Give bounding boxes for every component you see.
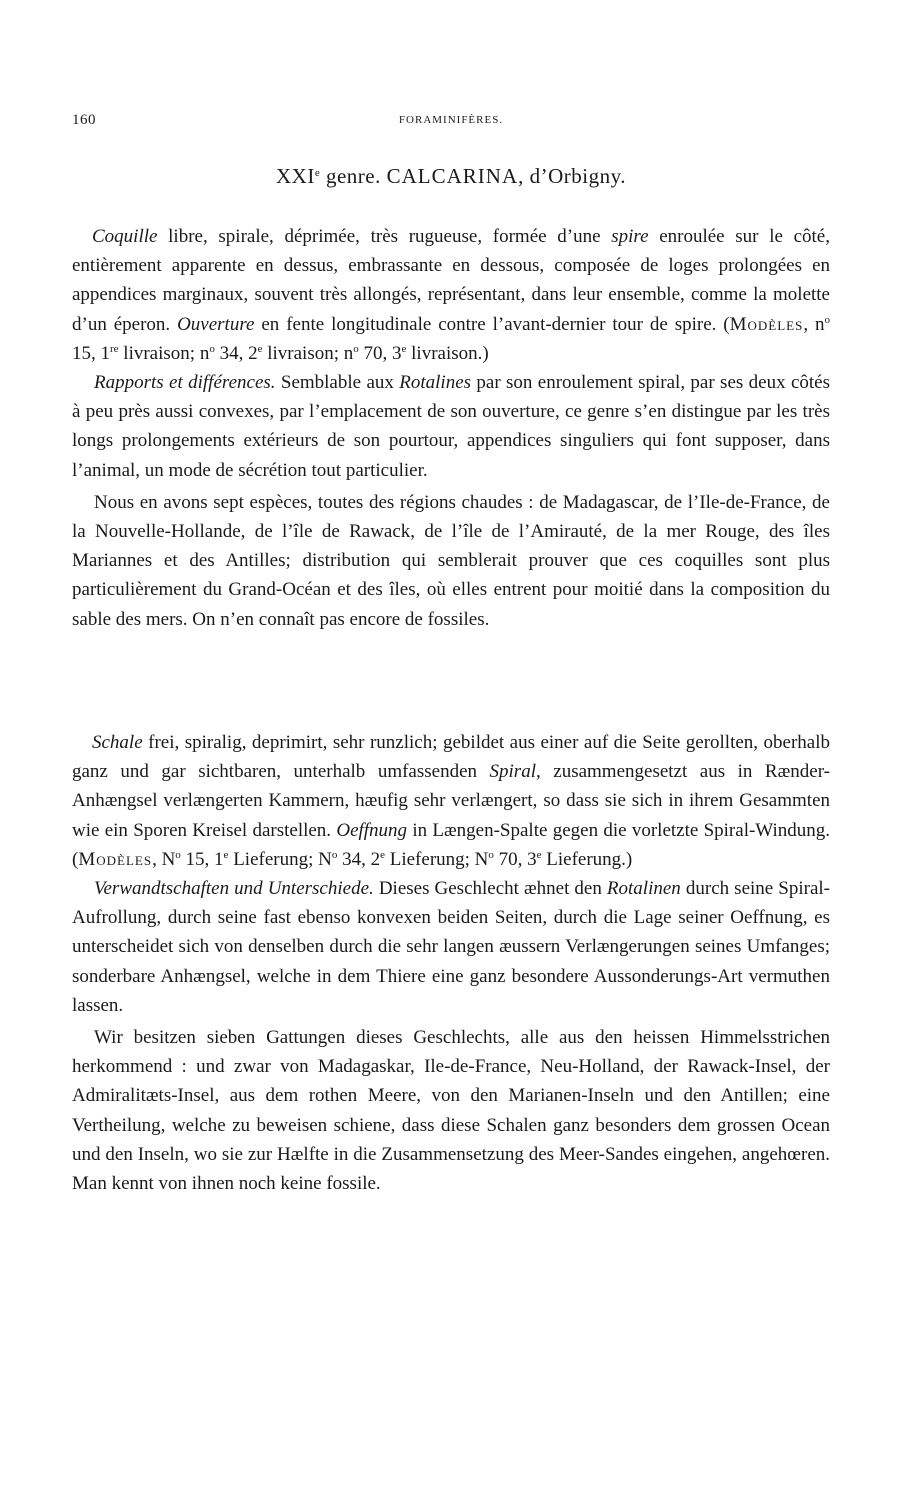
de-distribution-paragraph: Wir besitzen sieben Gattungen dieses Geschlechts, alle aus den heissen Himmelsstrichen herkommend : und zwar von Madagaskar, Ile-de-France, Neu-Holland, der Rawack-Insel, der Admiralitæts-Insel, aus dem rothen Meere, von den Marianen-Inseln und den Antillen; eine Vertheilung, welche zu beweisen schiene, dass diese Schalen ganz besonders dem grossen Ocean und den Inseln, wo sie zur Hælfte in die Zusammensetzung des Meer-Sandes eingehen, angehœren. Man kennt von ihnen noch keine fossile. bbox=[72, 1027, 830, 1195]
fr-text: 70, 3 bbox=[358, 342, 402, 364]
de-term-oeffnung: Oeffnung bbox=[336, 819, 408, 841]
fr-term-rotalines: Rotalines bbox=[399, 372, 472, 394]
fr-text: 34, 2 bbox=[214, 342, 258, 364]
fr-sup: re bbox=[110, 342, 119, 355]
de-sup: o bbox=[488, 848, 494, 861]
page-number: 160 bbox=[72, 112, 96, 128]
fr-text: livraison; n bbox=[262, 342, 354, 364]
de-term-rotalinen: Rotalinen bbox=[606, 878, 681, 900]
fr-distribution-paragraph: Nous en avons sept espèces, toutes des régions chaudes : de Madagascar, de l’Ile-de-France, de la Nouvelle-Hollande, de l’île de Rawack, de l’île de l’Amirauté, de la mer Rouge, des îles Mariannes et des Antilles; distribution qui semblerait prouver que ces coquilles sont plus particulièrement du Grand-Océan et des îles, où elles entrent pour moitié dans la composition du sable des mers. On n’en connaît pas encore de fossiles. bbox=[72, 491, 830, 630]
de-text: in Længen-Spalte gegen die vorletzte Spiral-Windung. ( bbox=[72, 819, 830, 870]
german-section bbox=[72, 728, 830, 1198]
de-text: , zusammengesetzt aus in Rænder-Anhængsel verlængerten Kammern, hæufig sehr verlængert, so dass sie sich in ihrem Gesammten wie ein Sporen Kreisel darstellen. bbox=[72, 761, 830, 841]
genus-label: genre. bbox=[320, 164, 387, 188]
fr-relations-heading: Rapports et différences. bbox=[94, 372, 276, 394]
de-sup: e bbox=[536, 848, 542, 861]
de-text: Lieferung; N bbox=[228, 848, 332, 870]
fr-sup: e bbox=[257, 342, 263, 355]
running-title: FORAMINIFÈRES. bbox=[398, 114, 504, 126]
fr-description-paragraph bbox=[72, 222, 830, 368]
genus-number-sup: e bbox=[314, 167, 321, 179]
de-sup: e bbox=[223, 848, 229, 861]
de-text: 34, 2 bbox=[337, 848, 381, 870]
fr-sup: o bbox=[209, 342, 215, 355]
de-sup: e bbox=[380, 848, 385, 861]
french-section bbox=[72, 222, 830, 634]
de-text: , N bbox=[152, 848, 176, 870]
fr-sup: o bbox=[353, 342, 359, 355]
fr-text: livraison.) bbox=[406, 342, 489, 364]
de-term-spiral: Spiral bbox=[489, 761, 536, 783]
fr-text: livraison; n bbox=[118, 342, 210, 364]
fr-text: , n bbox=[803, 313, 825, 335]
de-text: durch seine Spiral-Aufrollung, durch seine fast ebenso konvexen beiden Seiten, durch die Lage seiner Oeffnung, es unterscheidet sich von denselben durch die sehr langen æussern Verlængerungen seines Umfanges; sonderbare Anhængsel, welche in dem Thiere eine ganz besondere Aussonderungs-Art vermuthen lassen. bbox=[72, 878, 830, 1016]
fr-relations-paragraph bbox=[72, 368, 830, 485]
de-text: Lieferung; N bbox=[384, 848, 489, 870]
genus-heading bbox=[72, 164, 830, 189]
fr-text: 15, 1 bbox=[72, 342, 110, 364]
de-text: 15, 1 bbox=[180, 848, 224, 870]
de-sup: o bbox=[175, 848, 181, 861]
de-text: 70, 3 bbox=[493, 848, 537, 870]
fr-text: par son enroulement spiral, par ses deux côtés à peu près aussi convexes, par l’emplacement de son ouverture, ce genre s’en distingue par les très longs prolongements extérieurs de son pourtour, appendices singuliers qui font supposer, dans l’animal, un mode de sécrétion tout particulier. bbox=[72, 372, 830, 481]
running-head bbox=[72, 112, 830, 132]
de-relations-paragraph bbox=[72, 874, 830, 1020]
fr-sup: o bbox=[824, 313, 830, 326]
de-sup: o bbox=[331, 848, 338, 861]
de-text: Dieses Geschlecht æhnet den bbox=[373, 878, 607, 900]
de-models-label: Modèles bbox=[78, 848, 153, 870]
fr-sup: e bbox=[401, 342, 407, 355]
genus-number: XXI bbox=[276, 164, 315, 188]
fr-term-ouverture: Ouverture bbox=[177, 313, 255, 335]
de-description-paragraph bbox=[72, 728, 830, 874]
fr-text: en fente longitudinale contre l’avant-dernier tour de spire. ( bbox=[254, 313, 730, 335]
fr-term-coquille: Coquille bbox=[92, 226, 158, 247]
de-relations-heading: Verwandtschaften und Unterschiede. bbox=[94, 878, 374, 900]
fr-text: enroulée sur le côté, entièrement apparente en dessus, embrassante en dessous, composée de loges prolongées en appendices marginaux, souvent très allongés, représentant, dans leur ensemble, comme la molette d’un éperon. bbox=[72, 226, 830, 335]
de-term-schale: Schale bbox=[92, 732, 143, 753]
fr-text: Semblable aux bbox=[275, 372, 400, 394]
fr-models-label: Modèles bbox=[729, 313, 804, 335]
fr-term-spire: spire bbox=[611, 226, 649, 247]
genus-author: , d’Orbigny. bbox=[518, 164, 626, 188]
genus-name: CALCARINA bbox=[386, 164, 519, 188]
de-text: Lieferung.) bbox=[541, 848, 633, 870]
fr-text: libre, spirale, déprimée, très rugueuse, formée d’une bbox=[157, 226, 612, 247]
de-text: frei, spiralig, deprimirt, sehr runzlich; gebildet aus einer auf die Seite gerollten, oberhalb ganz und gar sichtbaren, unterhalb umfassenden bbox=[72, 732, 830, 783]
